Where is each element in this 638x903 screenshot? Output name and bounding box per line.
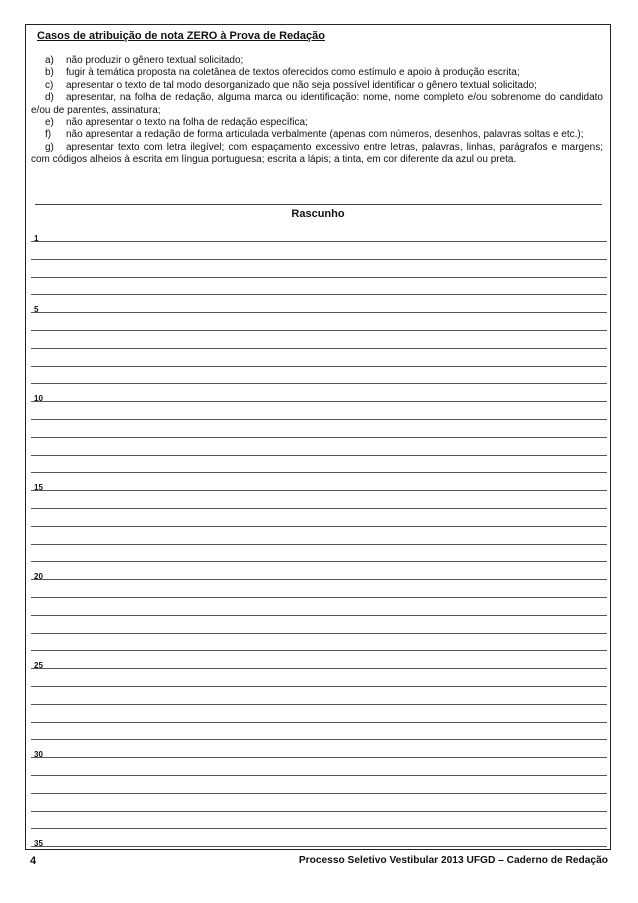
draft-line[interactable] — [31, 572, 607, 582]
zero-case-letter: f) — [45, 129, 52, 141]
zero-case-letter: g) — [45, 141, 54, 153]
draft-line-number: 20 — [34, 572, 43, 582]
draft-line[interactable] — [31, 330, 607, 331]
draft-line[interactable] — [31, 455, 607, 456]
draft-line[interactable] — [31, 305, 607, 315]
zero-case-letter: d) — [45, 92, 54, 104]
draft-line[interactable] — [31, 234, 607, 243]
zero-case-text: apresentar o texto de tal modo desorganizado que não seja possível identificar o gênero textual solicitado; — [66, 79, 537, 91]
draft-line-number: 25 — [34, 661, 43, 671]
draft-line[interactable] — [31, 419, 607, 420]
draft-line-number: 10 — [34, 394, 43, 404]
zero-case-item — [31, 117, 603, 129]
page-number: 4 — [30, 855, 37, 867]
zero-case-item — [31, 142, 603, 167]
draft-line-number: 1 — [34, 234, 39, 243]
draft-line[interactable] — [31, 508, 607, 509]
zero-case-text: não apresentar a redação de forma articulada verbalmente (apenas com números, desenhos, palavras soltas e etc.); — [66, 129, 584, 141]
zero-case-item — [31, 129, 603, 141]
draft-line[interactable] — [31, 277, 607, 278]
zero-case-text: não produzir o gênero textual solicitado; — [66, 55, 244, 66]
zero-case-item — [31, 80, 603, 92]
draft-line[interactable] — [31, 750, 607, 760]
draft-line[interactable] — [31, 811, 607, 812]
draft-writing-area[interactable] — [31, 229, 607, 849]
draft-line[interactable] — [31, 483, 607, 493]
draft-line[interactable] — [31, 661, 607, 671]
draft-line[interactable] — [31, 383, 607, 384]
draft-line[interactable] — [31, 793, 607, 794]
zero-cases-frame — [25, 24, 611, 850]
zero-case-text: não apresentar o texto na folha de redação específica; — [66, 117, 308, 129]
draft-line-number: 5 — [34, 305, 39, 315]
zero-cases-title: Casos de atribuição de nota ZERO à Prova de Redação — [37, 30, 325, 42]
draft-line-number: 15 — [34, 483, 43, 493]
section-divider — [35, 204, 602, 205]
zero-case-letter: e) — [45, 117, 54, 129]
draft-line[interactable] — [31, 259, 607, 260]
zero-case-text: fugir à temática proposta na coletânea de textos oferecidos como estímulo e apoio à produção escrita; — [66, 67, 520, 79]
draft-line[interactable] — [31, 526, 607, 527]
zero-case-letter: b) — [45, 67, 54, 79]
draft-line[interactable] — [31, 775, 607, 776]
draft-line-number: 30 — [34, 750, 43, 760]
zero-case-text: apresentar texto com letra ilegível; com espaçamento excessivo entre letras, palavras, linhas, parágrafos e margens; com códigos alheios à escrita em língua portuguesa; escrita a lápis; a tinta, em cor diferente da azul ou preta. — [31, 141, 603, 166]
draft-line[interactable] — [31, 366, 607, 367]
draft-line[interactable] — [31, 294, 607, 295]
zero-case-item — [31, 55, 603, 67]
draft-line[interactable] — [31, 650, 607, 651]
draft-line[interactable] — [31, 544, 607, 545]
draft-line[interactable] — [31, 839, 607, 849]
draft-line[interactable] — [31, 348, 607, 349]
draft-line[interactable] — [31, 472, 607, 473]
draft-line[interactable] — [31, 686, 607, 687]
draft-line[interactable] — [31, 633, 607, 634]
draft-line[interactable] — [31, 561, 607, 562]
zero-case-letter: c) — [45, 79, 54, 91]
draft-line[interactable] — [31, 394, 607, 404]
zero-case-letter: a) — [45, 55, 54, 66]
zero-cases-list — [31, 55, 603, 167]
footer-text: Processo Seletivo Vestibular 2013 UFGD – Caderno de Redação — [298, 855, 608, 866]
draft-line[interactable] — [31, 739, 607, 740]
draft-line[interactable] — [31, 437, 607, 438]
draft-line[interactable] — [31, 722, 607, 723]
draft-line[interactable] — [31, 597, 607, 598]
zero-case-item — [31, 92, 603, 117]
draft-line[interactable] — [31, 828, 607, 829]
draft-line[interactable] — [31, 615, 607, 616]
draft-title: Rascunho — [291, 208, 345, 220]
draft-line-number: 35 — [34, 839, 43, 849]
zero-case-item — [31, 67, 603, 79]
draft-line[interactable] — [31, 704, 607, 705]
zero-case-text: apresentar, na folha de redação, alguma marca ou identificação: nome, nome completo e/ou sobrenome do candidato e/ou de parentes, assinatura; — [31, 92, 603, 116]
